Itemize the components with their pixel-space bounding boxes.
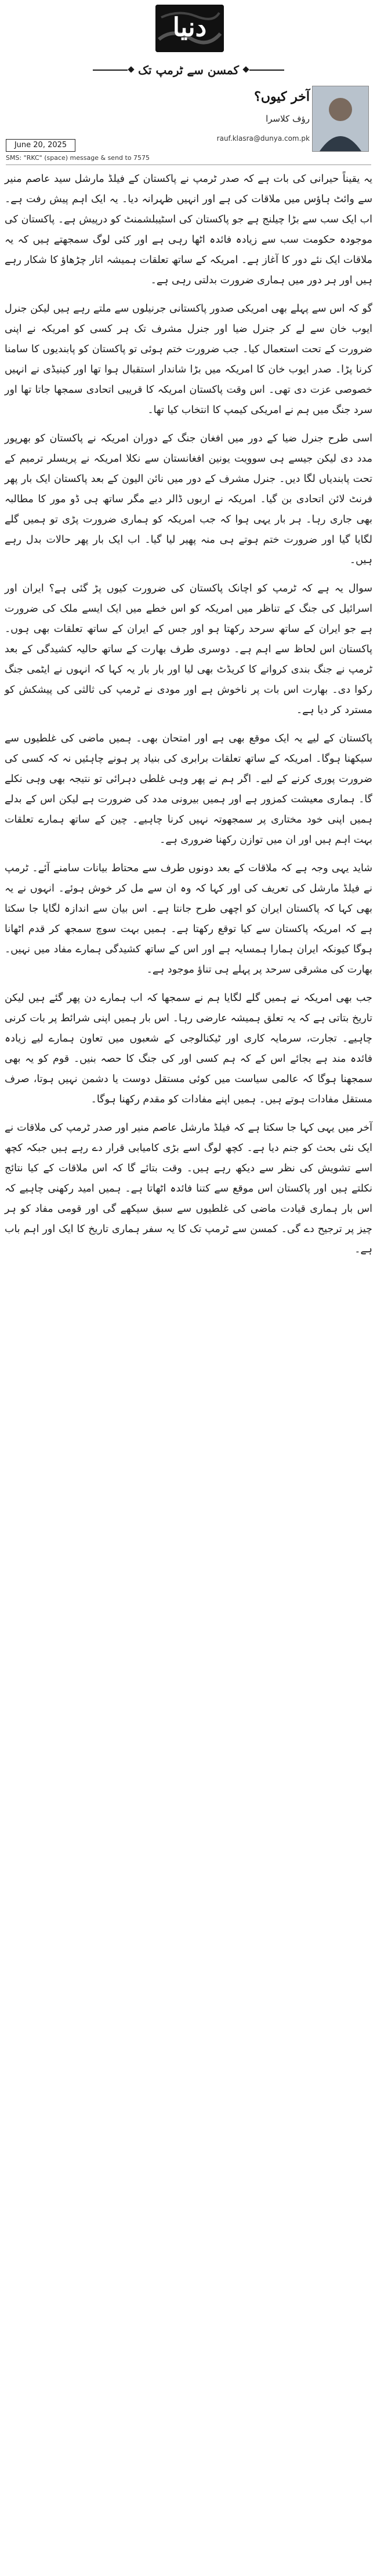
article-paragraph: شاید یہی وجہ ہے کہ ملاقات کے بعد دونوں طرف سے محتاط بیانات سامنے آئے۔ ٹرمپ نے فیلڈ مارشل کی تعریف کی اور کہا کہ وہ ان سے مل کر خوش ہوئے۔ انہوں نے یہ بھی کہا کہ پاکستان ایران کو اچھی طرح جانتا ہے۔ اس بیان سے اندازہ لگایا جا سکتا ہے کہ امریکہ پاکستان سے کیا توقع رکھتا ہے۔ ہمیں بہت سوچ سمجھ کر قدم اٹھانا ہوگا کیونکہ ایران ہمارا ہمسایہ ہے اور اس کے ساتھ کشیدگی ہمارے مفاد میں نہیں۔ بھارت کی مشرقی سرحد پر پہلے ہی تناؤ موجود ہے۔ — [5, 863, 372, 975]
logo-text: دنیا — [172, 13, 207, 42]
column-title: کمسن سے ٹرمپ تک — [138, 63, 239, 77]
article-paragraph: سوال یہ ہے کہ ٹرمپ کو اچانک پاکستان کی ضرورت کیوں پڑ گئی ہے؟ ایران اور اسرائیل کی جنگ کے تناظر میں امریکہ کو اس خطے میں ایک ایسے ملک کی ضرورت ہے جو ایران کے ساتھ سرحد رکھتا ہو اور جس کے ایران کے ساتھ تعلقات بھی ہوں۔ پاکستان اس لحاظ سے اہم ہے۔ دوسری طرف بھارت کے ساتھ حالیہ کشیدگی کے بعد ٹرمپ نے جنگ بندی کروانے کا کریڈٹ بھی لیا اور بار بار یہ کہا کہ انہوں نے ایٹمی جنگ رکوا دی۔ بھارت اس بات پر ناخوش ہے اور مودی نے ٹرمپ کی ثالثی کی پیشکش کو مسترد کر دیا ہے۔ — [5, 583, 372, 716]
author-email[interactable]: rauf.klasra@dunya.com.pk — [216, 134, 310, 142]
sms-instructions: SMS: "RKC" (space) message & send to 7575 — [6, 154, 150, 162]
article-paragraph: پاکستان کے لیے یہ ایک موقع بھی ہے اور امتحان بھی۔ ہمیں ماضی کی غلطیوں سے سیکھنا ہوگا۔ امریکہ کے ساتھ تعلقات برابری کی بنیاد پر ہونے چاہئیں نہ کہ کسی کی ضرورت پوری کرنے کے لیے۔ اگر ہم نے پھر وہی غلطی دہرائی تو نتیجہ بھی وہی نکلے گا۔ ہماری معیشت کمزور ہے اور ہمیں بیرونی مدد کی ضرورت ہے لیکن اس کے بدلے ہمیں اپنی خود مختاری پر سمجھوتہ نہیں کرنا چاہیے۔ چین کے ساتھ ہمارے تعلقات بہت اہم ہیں اور ان میں توازن رکھنا ضروری ہے۔ — [5, 733, 372, 846]
dunya-logo — [155, 5, 224, 52]
author-photo — [312, 86, 369, 152]
column-title-banner — [93, 61, 284, 79]
publish-date: June 20, 2025 — [6, 139, 75, 152]
article-paragraph: اسی طرح جنرل ضیا کے دور میں افغان جنگ کے دوران امریکہ نے پاکستان کو بھرپور مدد دی لیکن جیسے ہی سوویت یونین افغانستان سے نکلا امریکہ نے پریسلر ترمیم کے تحت پابندیاں لگا دیں۔ جنرل مشرف کے دور میں نائن الیون کے بعد پاکستان ایک بار پھر فرنٹ لائن اتحادی بن گیا۔ امریکہ نے اربوں ڈالر دیے مگر ساتھ ہی ڈو مور کا مطالبہ بھی جاری رہا۔ ہر بار یہی ہوا کہ جب امریکہ کو ہماری ضرورت پڑی تو ہمیں گلے لگایا گیا اور ضرورت ختم ہوتے ہی منہ پھیر لیا گیا۔ اب ایک بار پھر حالات بدل رہے ہیں۔ — [5, 433, 372, 566]
article-paragraph: آخر میں یہی کہا جا سکتا ہے کہ فیلڈ مارشل عاصم منیر اور صدر ٹرمپ کی ملاقات نے ایک نئی بحث کو جنم دیا ہے۔ کچھ لوگ اسے بڑی کامیابی قرار دے رہے ہیں جبکہ کچھ اسے تشویش کی نظر سے دیکھ رہے ہیں۔ وقت بتائے گا کہ اس ملاقات کے کیا نتائج نکلتے ہیں اور پاکستان اس موقع سے کتنا فائدہ اٹھاتا ہے۔ ہمیں امید رکھنی چاہیے کہ اس بار ہماری قیادت ماضی کی غلطیوں سے سبق سیکھے گی اور قومی مفاد کو ہر چیز پر ترجیح دے گی۔ کمسن سے ٹرمپ تک کا یہ سفر ہماری تاریخ کا ایک اور اہم باب ہے۔ — [5, 1122, 372, 1255]
byline — [0, 83, 377, 163]
article-paragraph: جب بھی امریکہ نے ہمیں گلے لگایا ہم نے سمجھا کہ اب ہمارے دن پھر گئے ہیں لیکن تاریخ بتاتی ہے کہ یہ تعلق ہمیشہ عارضی رہا۔ اس بار ہمیں اپنی شرائط پر بات کرنی چاہیے۔ تجارت، سرمایہ کاری اور ٹیکنالوجی کے شعبوں میں تعاون ہمارے لیے زیادہ فائدہ مند ہے بجائے اس کے کہ ہم کسی اور کی جنگ کا حصہ بنیں۔ قوم کو یہ بھی سمجھنا ہوگا کہ عالمی سیاست میں کوئی مستقل دوست یا دشمن نہیں ہوتا، صرف مستقل مفادات ہوتے ہیں۔ ہمیں اپنے مفادات کو مقدم رکھنا ہوگا۔ — [5, 992, 372, 1105]
author-avatar-icon — [313, 86, 368, 151]
article-paragraph: گو کہ اس سے پہلے بھی امریکی صدور پاکستانی جرنیلوں سے ملتے رہے ہیں لیکن جنرل ایوب خان سے لے کر جنرل ضیا اور جنرل مشرف تک ہر کسی کو امریکہ نے اپنی ضرورت کے تحت استعمال کیا۔ جب ضرورت ختم ہوئی تو پاکستان کو پابندیوں کا سامنا کرنا پڑا۔ صدر ایوب خان کا امریکہ میں بڑا شاندار استقبال ہوا تھا اور کینیڈی نے انہیں خصوصی عزت دی تھی۔ اس وقت پاکستان امریکہ کا قریبی اتحادی سمجھا جاتا تھا اور سرد جنگ میں ہم نے امریکی کیمپ کا انتخاب کیا تھا۔ — [5, 303, 372, 416]
author-subtitle: رؤف کلاسرا — [266, 114, 310, 124]
masthead — [0, 0, 377, 57]
author-name: آخر کیوں؟ — [254, 89, 310, 104]
article-body — [5, 169, 372, 1268]
title-rule-right — [249, 70, 284, 71]
article-paragraph: یہ یقیناً حیرانی کی بات ہے کہ صدر ٹرمپ نے پاکستان کے فیلڈ مارشل سید عاصم منیر سے وائٹ ہاؤس میں ملاقات کی ہے اور انہیں ظہرانہ دیا۔ یہ ایک اہم پیش رفت ہے۔ اب ایک سب سے بڑا چیلنج ہے جو پاکستان کی اسٹیبلشمنٹ کو درپیش ہے۔ پاکستان کی موجودہ حکومت سب سے زیادہ فائدہ اٹھا رہی ہے اور کئی لوگ سمجھتے ہیں کہ یہ ملاقات ایک نئے دور کا آغاز ہے۔ امریکہ کے ساتھ تعلقات ہمیشہ اتار چڑھاؤ کا شکار رہے ہیں اور ہر دور میں ہماری ضرورت بدلتی رہی ہے۔ — [5, 173, 372, 286]
